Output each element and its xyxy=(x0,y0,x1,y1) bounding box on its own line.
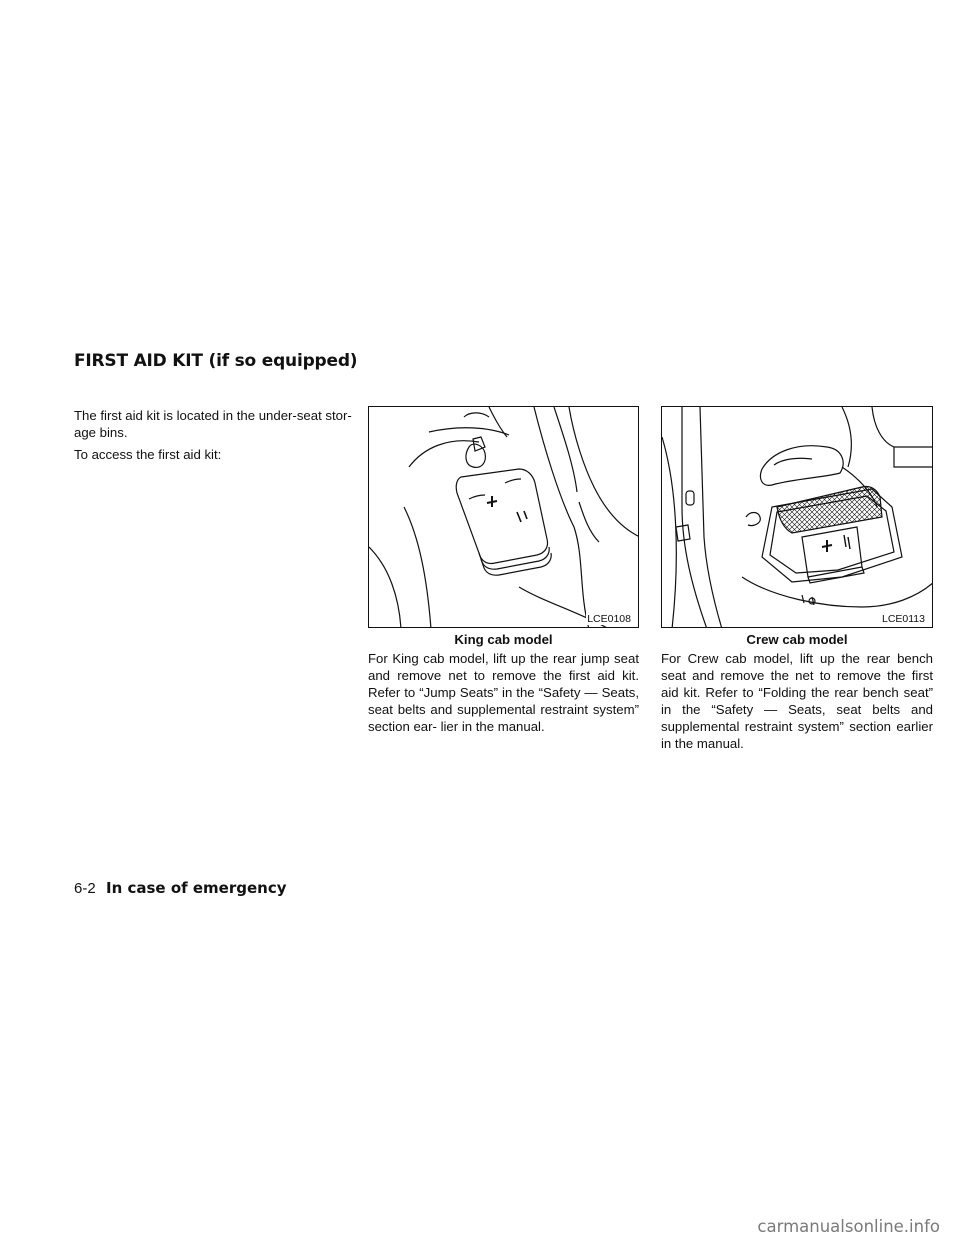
crew-cab-description: For Crew cab model, lift up the rear bench seat and remove the net to remove the first aid kit. Refer to “Folding the rear bench seat” in the “Safety — Seats, seat belts and supplemental restraint system” section earlier in the manual. xyxy=(661,651,933,751)
crew-cab-figure xyxy=(661,406,933,628)
watermark-link[interactable]: carmanualsonline.info xyxy=(757,1217,940,1236)
crew-cab-caption: Crew cab model xyxy=(746,632,848,647)
king-cab-caption: King cab model xyxy=(454,632,553,647)
page-number: 6-2 xyxy=(74,880,96,897)
king-cab-figure xyxy=(368,406,639,628)
king-cab-description: For King cab model, lift up the rear jump seat and remove net to remove the first aid kit. Refer to “Jump Seats” in the “Safety — Seats, seat belts and supplemental restraint system” section ear- lier in the manual. xyxy=(368,651,639,734)
location-paragraph: The first aid kit is located in the under-seat stor- age bins. xyxy=(74,408,352,440)
figure-code: LCE0108 xyxy=(587,613,631,625)
chapter-title: In case of emergency xyxy=(106,879,287,897)
section-title: FIRST AID KIT (if so equipped) xyxy=(74,351,358,371)
crew-cab-illustration xyxy=(662,407,933,628)
access-paragraph: To access the first aid kit: xyxy=(74,447,222,462)
figure-code: LCE0113 xyxy=(881,613,925,625)
king-cab-illustration xyxy=(369,407,639,628)
